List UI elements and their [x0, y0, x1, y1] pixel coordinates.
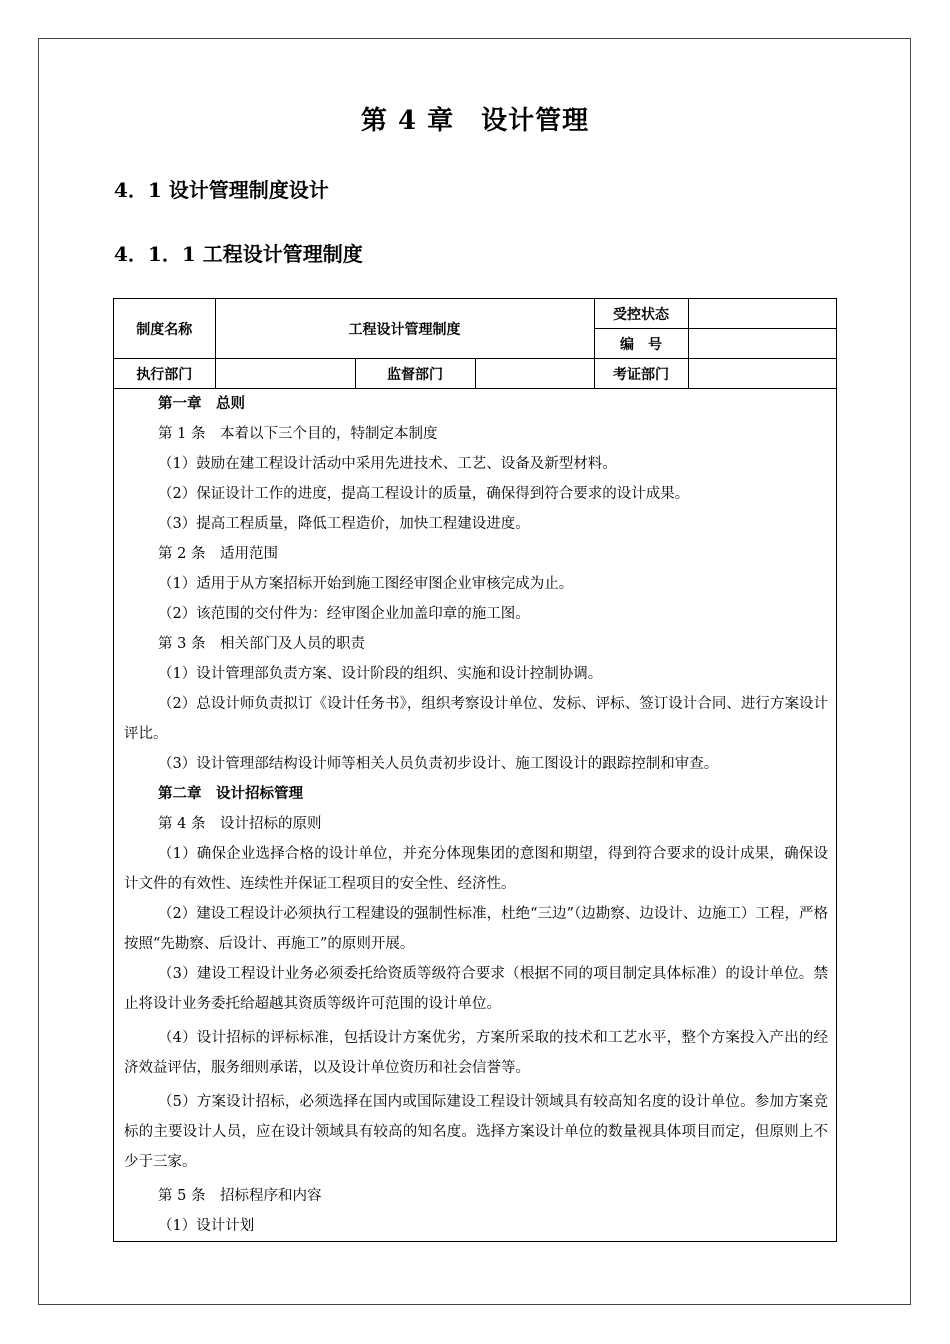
article-heading: 第 2 条 适用范围 [158, 546, 278, 562]
clause: （5）方案设计招标，必须选择在国内或国际建设工程设计领域具有较高知名度的设计单位。参加方案竞标的主要设计人员，应在设计领域具有较高的知名度。选择方案设计单位的数量视具体项目而定，但原则上不少于三家。 [124, 1094, 828, 1170]
regulation-table [113, 298, 837, 1242]
clause: （1）确保企业选择合格的设计单位，并充分体现集团的意图和期望，得到符合要求的设计成果，确保设计文件的有效性、连续性并保证工程项目的安全性、经济性。 [124, 846, 828, 892]
exec-value [215, 359, 355, 389]
article-heading: 第 1 条 本着以下三个目的，特制定本制度 [158, 426, 438, 442]
supervise-label: 监督部门 [355, 359, 475, 389]
clause: （2）保证设计工作的进度，提高工程设计的质量，确保得到符合要求的设计成果。 [158, 486, 690, 502]
clause: （1）适用于从方案招标开始到施工图经审图企业审核完成为止。 [158, 576, 574, 592]
clause: （2）总设计师负责拟订《设计任务书》，组织考察设计单位、发标、评标、签订设计合同、进行方案设计评比。 [124, 696, 828, 742]
article-heading: 第 5 条 招标程序和内容 [158, 1188, 322, 1204]
number-label: 编 号 [594, 329, 688, 359]
chapter-heading: 第二章 设计招标管理 [158, 785, 303, 802]
chapter-heading: 第一章 总则 [158, 395, 245, 412]
clause: （1）设计计划 [158, 1218, 255, 1234]
chapter-title: 第 4 章 设计管理 [360, 106, 590, 136]
verify-label: 考证部门 [594, 359, 688, 389]
number-value [688, 329, 836, 359]
clause: （4）设计招标的评标标准，包括设计方案优劣，方案所采取的技术和工艺水平，整个方案投入产出的经济效益评估，服务细则承诺，以及设计单位资历和社会信誉等。 [124, 1030, 828, 1076]
control-label: 受控状态 [594, 299, 688, 329]
clause: （1）设计管理部负责方案、设计阶段的组织、实施和设计控制协调。 [158, 666, 603, 682]
article-heading: 第 3 条 相关部门及人员的职责 [158, 636, 365, 652]
article-heading: 第 4 条 设计招标的原则 [158, 816, 322, 832]
clause: （3）提高工程质量，降低工程造价，加快工程建设进度。 [158, 516, 530, 532]
exec-label: 执行部门 [114, 359, 215, 389]
clause: （3）设计管理部结构设计师等相关人员负责初步设计、施工图设计的跟踪控制和审查。 [158, 756, 719, 772]
subsection-title: 4．1．1 工程设计管理制度 [114, 242, 363, 266]
clause: （2）建设工程设计必须执行工程建设的强制性标准，杜绝“三边”（边勘察、边设计、边施工）工程，严格按照“先勘察、后设计、再施工”的原则开展。 [124, 906, 828, 952]
regulation-body [114, 389, 836, 1241]
clause: （1）鼓励在建工程设计活动中采用先进技术、工艺、设备及新型材料。 [158, 456, 617, 472]
clause: （2）该范围的交付件为：经审图企业加盖印章的施工图。 [158, 606, 530, 622]
name-label: 制度名称 [114, 299, 215, 359]
section-title: 4．1 设计管理制度设计 [114, 178, 329, 202]
control-value [688, 299, 836, 329]
clause: （3）建设工程设计业务必须委托给资质等级符合要求（根据不同的项目制定具体标准）的设计单位。禁止将设计业务委托给超越其资质等级许可范围的设计单位。 [124, 966, 828, 1012]
supervise-value [475, 359, 594, 389]
meta-table [114, 299, 836, 389]
verify-value [688, 359, 836, 389]
name-value: 工程设计管理制度 [215, 299, 594, 359]
